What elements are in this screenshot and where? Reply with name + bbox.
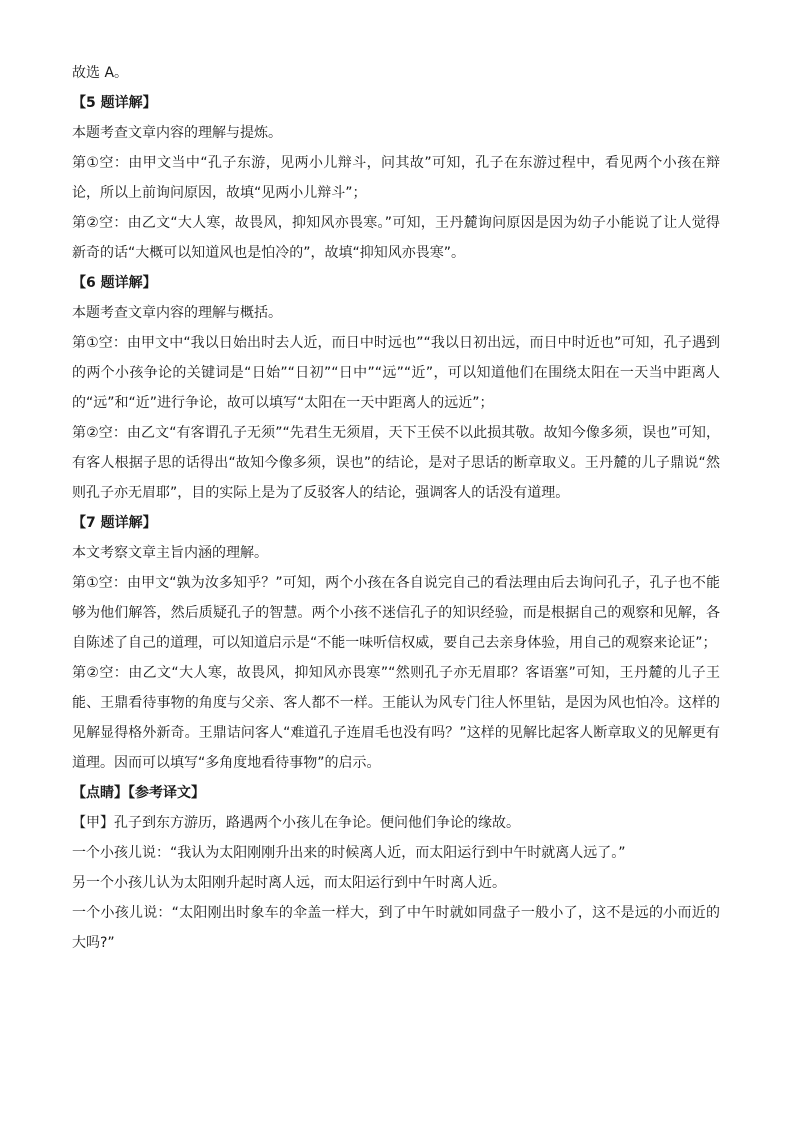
document-page — [72, 58, 720, 958]
translation-line-1: 【甲】孔子到东方游历，路遇两个小孩儿在争论。便问他们争论的缘故。 — [72, 815, 520, 831]
topic-line-7: 本文考察文章主旨内涵的理解。 — [72, 545, 268, 561]
topic-line-6: 本题考查文章内容的理解与概括。 — [72, 305, 282, 321]
topic-line-5: 本题考查文章内容的理解与提炼。 — [72, 125, 282, 141]
translation-line-3: 另一个小孩儿认为太阳刚升起时离人远，而太阳运行到中午时离人近。 — [72, 875, 506, 891]
paragraph-5-1: 第①空：由甲文当中“孔子东游，见两小儿辩斗，问其故”可知，孔子在东游过程中，看见两个小孩在辩论，所以上前询问原因，故填“见两小儿辩斗”； — [72, 155, 720, 201]
section-heading-7: 【7 题详解】 — [72, 515, 157, 531]
paragraph-6-2: 第②空：由乙文“有客谓孔子无须”“先君生无须眉，天下王侯不以此损其敬。故知今像多须，误也”可知，有客人根据子思的话得出“故知今像多须，误也”的结论，是对子思话的断章取义。王丹麓的儿子鼎说“然则孔子亦无眉耶”，目的实际上是为了反驳客人的结论，强调客人的话没有道理。 — [72, 425, 720, 501]
section-heading-notes: 【点睛】【参考译文】 — [72, 785, 205, 801]
paragraph-5-2: 第②空：由乙文“大人寒，故畏风，抑知风亦畏寒。”可知，王丹麓询问原因是因为幼子小能说了让人觉得新奇的话“大概可以知道风也是怕冷的”，故填“抑知风亦畏寒”。 — [72, 215, 720, 261]
paragraph-6-1: 第①空：由甲文中“我以日始出时去人近，而日中时远也”“我以日初出远，而日中时近也”可知，孔子遇到的两个小孩争论的关键词是“日始”“日初”“日中”“远”“近”，可以知道他们在围绕太阳在一天当中距离人的“远”和“近”进行争论，故可以填写“太阳在一天中距离人的远近”； — [72, 335, 720, 411]
paragraph-7-2: 第②空：由乙文“大人寒，故畏风，抑知风亦畏寒”“然则孔子亦无眉耶？客语塞”可知，王丹麓的儿子王能、王鼎看待事物的角度与父亲、客人都不一样。王能认为风专门往人怀里钻，是因为风也怕冷。这样的见解显得格外新奇。王鼎诘问客人“难道孔子连眉毛也没有吗？”这样的见解比起客人断章取义的见解更有道理。因而可以填写“多角度地看待事物”的启示。 — [72, 665, 720, 771]
translation-line-2: 一个小孩儿说：“我认为太阳刚刚升出来的时候离人近，而太阳运行到中午时就离人远了。” — [72, 845, 626, 861]
translation-line-4: 一个小孩儿说：“太阳刚出时象车的伞盖一样大，到了中午时就如同盘子一般小了，这不是远的小而近的大吗?” — [72, 905, 720, 951]
paragraph-7-1: 第①空：由甲文“孰为汝多知乎？”可知，两个小孩在各自说完自己的看法理由后去询问孔子，孔子也不能够为他们解答，然后质疑孔子的智慧。两个小孩不迷信孔子的知识经验，而是根据自己的观察和见解，各自陈述了自己的道理，可以知道启示是“不能一味听信权威，要自己去亲身体验，用自己的观察来论证”； — [72, 575, 720, 651]
answer-line: 故选 A。 — [72, 65, 129, 81]
section-heading-5: 【5 题详解】 — [72, 95, 157, 111]
section-heading-6: 【6 题详解】 — [72, 275, 157, 291]
